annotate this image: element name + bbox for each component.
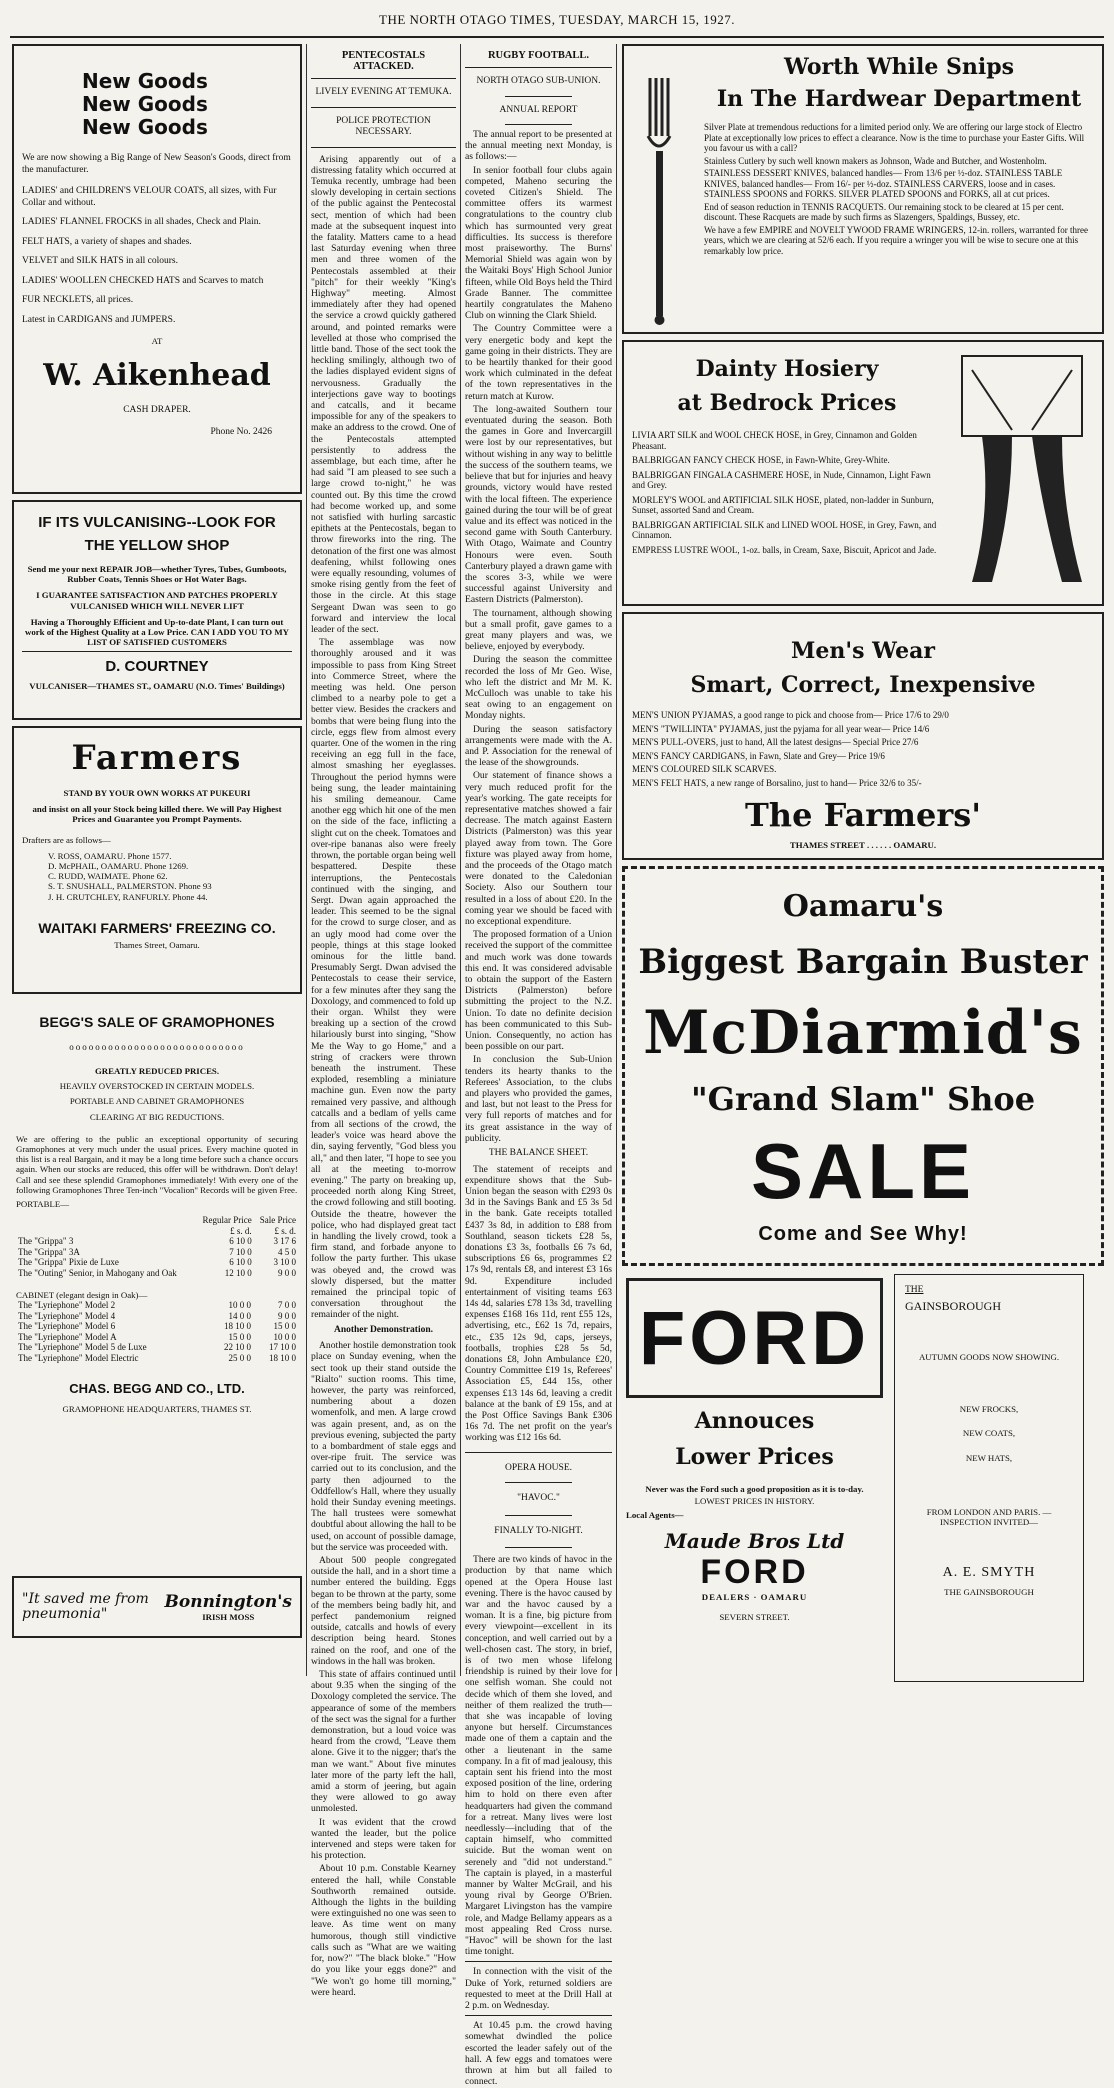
article-paragraph: In conclusion the Sub-Union tenders its hearty thanks to the Referees' Association, to the clubs and players who provided the games, and last, but not least to the Press for very full reports of matches and for its great assistance in the way of publicity. [465,1054,612,1144]
article-paragraph: The tournament, although showing but a small profit, gave games to a great many players and was, we believe, enjoyed by everybody. [465,607,612,653]
hosiery-item: BALBRIGGAN FINGALA CASHMERE HOSE, in Nude, Cinnamon, Light Fawn and Grey. [632,469,931,490]
new-goods-line: New Goods [82,92,208,116]
aikenhead-intro: We are now showing a Big Range of New Season's Goods, direct from the manufacturer. [22,153,291,175]
snips-paragraph: STAINLESS DESSERT KNIVES, balanced handles— From 13/6 per ½-doz. STAINLESS TABLE KNIVES, balanced handles— From 16/- per ½-doz. STAINLESS CARVERS, loose and in cases. STAINLESS SPOONS and FORKS. SILVER PLATED SPOONS and FORKS, all at cut prices. [704,168,1063,199]
begg-body: We are offering to the public an exceptional opportunity of securing Gramophones at very much under the usual prices. Every machine quoted in this list is a real Bargain, and it may be a long time before such a chance occurs again. When our stocks are reduced, this offer will be withdrawn. Don't delay! Call and see these splendid Gramophones immediately! With every one of the following Gramophones Three Ten-inch "Vocalion" Records will be given Free. [16,1133,298,1195]
portable-price-table [16,1215,298,1278]
aikenhead-item: VELVET and SILK HATS in all colours. [22,256,178,266]
ford-title: FORD [638,1295,871,1381]
article-paragraph: The assemblage was now thoroughly aroused and it was impossible to pass from King Street into Commerce Street, where the meeting was held. One person climbed to a nearby pole to get a better view. Besides the crackers and bombs that were being flung into the circle, eggs flew from almost every quarter. One of the women in the ring receiving an egg full in the face, almost smashing her eyeglasses. Throughout the period hymns were being sung, the leader maintaining his smiling demeanour. Came another egg which hit one of the men on the side of the face, inflicting a slight cut on the cheek. Tomatoes and over-ripe bananas also were freely thrown, the portable organ being well bespattered. Despite these interruptions, the Pentecostals continued with the singing, and Sergt. Dwan again approached the leader. This seemed to be the signal for the crowd to surge closer, and as an ugly mood had come over the people, things at this stage looked ominous for the little band. Presumably Sergt. Dwan advised the Pentecostals to cease their service, for a few minutes after they sang the Doxology, and commenced to fold up their organ. Whilst they were breaking up a section of the crowd hilariously burst into singing, "Show Me the Way to go Home," and a string of crackers were thrown beneath the instrument. These exploded, resembling a miniature machine gun. Even now the party remained very passive, and although catcalls and a bedlam of yells came from all sections of the crowd, the leader's voice was heard above the din, saying fervently, "God bless you all," and then later, "I hope to see you all at the meeting to-morrow evening." The party on breaking up, proceeded north along King Street, the crowd following and still booting. Outside the theatre, however the police, who had displayed great tact in handling the lively crowd, took a firm stand, and forbade anyone to follow the party further. This ukase was obeyed and, the crowd was slowly dispersed, but the matter remained the principal topic of conversation throughout the remainder of the night. [311,637,456,1321]
ford-ad [622,1274,887,1682]
article-subhead: Another Demonstration. [333,1324,434,1335]
mcdiarmid-sale: SALE [750,1127,976,1215]
article-subhead: LIVELY EVENING AT TEMUKA. [315,87,452,97]
begg-sub: GREATLY REDUCED PRICES. [94,1066,220,1076]
ford-dealer-line: DEALERS · OAMARU [701,1591,808,1602]
article-paragraph: Our statement of finance shows a very much reduced profit for the year's working. The gate receipts for representative matches showed a fair decrease. The match against Eastern Districts (Palmerston) was this year played away from town. The Gore fixture was played away from home, and the proceeds of the Otago match were donated to the Caledonian Society. Also our Southern tour resulted in a loss of about £20. In the coming year we should be faced with no exceptional expenditure. [465,770,612,928]
drafters-label: Drafters are as follows— [22,834,111,845]
drafter: V. ROSS, OAMARU. Phone 1577. [48,850,172,861]
farmers-company: WAITAKI FARMERS' FREEZING CO. [38,919,276,936]
bonnington-ad [12,1576,302,1638]
begg-sub: PORTABLE AND CABINET GRAMOPHONES [69,1096,245,1107]
begg-sub: HEAVILY OVERSTOCKED IN CERTAIN MODELS. [59,1081,255,1092]
gainsborough-proprietor: A. E. SMYTH [942,1565,1036,1581]
new-goods-line: New Goods [82,69,208,93]
begg-ad [12,1000,302,1576]
aikenhead-name: W. Aikenhead [43,358,271,394]
begg-address: GRAMOPHONE HEADQUARTERS, THAMES ST. [62,1404,252,1415]
article-paragraph: There are two kinds of havoc in the production by that name which opened at the Opera House last evening. There is the havoc caused by war and the havoc caused by a woman. It is a fine, big picture from every viewpoint—excellent in its conception, and well carried out by a well-chosen cast. The story, in brief, is of two men whose lifelong friendship is ruined by their love for one selfish woman. She could not decide which of them she loved, and neither of them realized the truth—that she was incapable of loving anyone but herself. Circumstances made one of them a captain and the other a lieutenant in the same company. In a fit of mad jealousy, this captain sent his friend into the most exposed position of the line, ordering him to hold on there even after headquarters had given the command for a retreat. Many lives were lost needlessly—including that of the captain himself, who committed suicide. But the woman went on serenely and "did not understand." The captain is played, in a masterful manner by Walter McGrail, and his young rival by George O'Brien. Margaret Livingston has the vampire role, and Madge Bellamy appears as a most appealing Red Cross nurse. "Havoc" will be shown for the last time tonight. [465,1554,612,1958]
snips-paragraph: We have a few EMPIRE and NOVELT YWOOD FRAME WRINGERS, 12-in. rollers, warranted for three years, which we are clearing at 52/6 each. If you require a wringer you will be wise to secure one at this remarkably low price. [704,224,1088,256]
stockings-illustration [952,350,1092,590]
article-paragraph: In senior football four clubs again competed, Maheno securing the coveted Citizen's Shield. The committee offers its warmest congratulations to the country club which has surmounted very great difficulties. Its success is therefore most praiseworthy. The Burns' Memorial Shield was again won by the Waitaki Boys' High School Junior fifteen, while Old Boys held the Third Grade Banner. The committee heartily congratulates the Maheno Club on winning the Clark Shield. [465,164,612,322]
farmers-address: Thames Street, Oamaru. [114,939,200,950]
bonnington-product: IRISH MOSS [202,1611,255,1622]
menswear-ad [622,612,1104,860]
article-subhead: THE BALANCE SHEET. [488,1148,589,1159]
snips-title: Worth While Snips [783,54,1015,80]
drafter: S. T. SNUSHALL, PALMERSTON. Phone 93 [48,881,212,892]
masthead: THE NORTH OTAGO TIMES, TUESDAY, MARCH 15, 1927. [379,12,735,27]
aikenhead-item: Latest in CARDIGANS and JUMPERS. [22,314,176,325]
courtney-address: VULCANISER—THAMES ST., OAMARU (N.O. Times' Buildings) [29,681,285,692]
ford-agents-label: Local Agents— [626,1510,684,1521]
col-units: £ s. d. [274,1225,296,1236]
menswear-item: MEN'S "TWILLINTA" PYJAMAS, just the pyjama for all year wear— Price 14/6 [632,723,930,734]
article-title: PENTECOSTALS ATTACKED. [341,50,426,72]
article-subhead: ANNUAL REPORT [499,104,578,115]
ford-dealer-logo: FORD [700,1552,809,1591]
column-rule-3 [616,44,617,1676]
menswear-title: Men's Wear [791,638,935,664]
ford-line: LOWEST PRICES IN HISTORY. [694,1496,815,1507]
aikenhead-item: FELT HATS, a variety of shapes and shades. [22,236,192,247]
aikenhead-role: CASH DRAPER. [123,405,191,416]
table-row: The "Lyriephone" Model 6 18 10 0 15 0 0 [18,1321,296,1332]
courtney-line: Having a Thoroughly Efficient and Up-to-date Plant, I can turn out work of the Highest Quality at a Low Price. CAN I ADD YOU TO MY LIST OF SATISFIED CUSTOMERS [25,616,289,648]
gainsborough-item: NEW HATS, [965,1452,1013,1463]
article-paragraph: It was evident that the crowd wanted the leader, but the police intervened and steps were taken for his protection. [311,1816,456,1862]
farmers-line: STAND BY YOUR OWN WORKS AT PUKEURI [63,788,251,798]
column-4 [622,44,1104,1678]
table-row: The "Lyriephone" Model 4 14 0 0 9 0 0 [18,1310,296,1321]
snips-paragraph: Stainless Cutlery by such well known makers as Johnson, Wade and Butcher, and Wostenholm. [704,155,1047,166]
column-2 [311,44,456,1998]
table-row: The "Grippa" 3A 7 10 0 4 5 0 [18,1246,296,1257]
masthead-rule [10,36,1104,38]
menswear-item: MEN'S FANCY CARDIGANS, in Fawn, Slate and Grey— Price 19/6 [632,750,885,761]
col-regular: Regular Price [202,1215,252,1226]
ford-sub: Lower Prices [675,1444,834,1470]
ford-street: SEVERN STREET. [719,1611,790,1622]
column-3 [465,44,612,2088]
menswear-store: The Farmers' [744,796,982,834]
column-1 [12,44,302,1678]
hosiery-item: LIVIA ART SILK and WOOL CHECK HOSE, in Grey, Cinnamon and Golden Pheasant. [632,430,917,451]
begg-company: CHAS. BEGG AND CO., LTD. [69,1381,245,1397]
article-paragraph: The statement of receipts and expenditure shows that the Sub-Union began the season with £293 0s 3d in the Savings Bank and £5 3s 5d in the bank. Gate receipts totalled £437 3s 8d, in addition to £88 from Southland, season tickets £28 5s, donations £3 3s, footballs £6 7s 6d, subscriptions £6 6s, programmes £2 17s 9d, rentals £8, and interest £3 16s 9d. Expenditure included entertainment of visiting teams £63 14s 4d, salaries £78 13s 3d, travelling expenses £168 16s 11d, rent £55 12s, advertising, etc., £62 1s 7d, repairs, etc., £35 12s 9d, caps, jerseys, footballs, trophies £28 5s 5d, donations £8, John Ambulance £20, Country Committee £19 1s, Referees' Association £5, £44 15s, other expenses £13 14s 6d, leaving a credit balance at the bank of £9 15s, and at the Post Office Savings Bank £306 16s 7d. The net profit on the year's working was £12 16s 6d. [465,1163,612,1444]
hosiery-item: BALBRIGGAN ARTIFICIAL SILK and LINED WOOL HOSE, in Grey, Fawn, and Cinnamon. [632,519,937,540]
bonnington-brand: Bonnington's [164,1591,292,1612]
menswear-address: THAMES STREET . . . . . . OAMARU. [789,840,937,850]
courtney-line: I GUARANTEE SATISFACTION AND PATCHES PROPERLY VULCANISED WHICH WILL NEVER LIFT [36,590,278,611]
mcdiarmid-name: McDiarmid's [643,998,1083,1068]
gainsborough-line: AUTUMN GOODS NOW SHOWING. [918,1352,1060,1362]
mcdiarmid-ad [622,866,1104,1266]
ford-line: Never was the Ford such a good proposition as it is to-day. [645,1484,864,1494]
courtney-headline: IF ITS VULCANISING--LOOK FOR [38,514,276,531]
article-paragraph: Arising apparently out of a distressing fatality which occurred at Temuka recently, umbrage had been slowly developing in certain sections of the public against the Pentecostal sect, mention of which had been made at the subsequent inquest into the fatality. Matters came to a head last Saturday evening when three men and three women of the Pentecostals assembled at their "pitch" for their weekly "King's Highway" meeting. Almost immediately after they had opened the service a crowd quickly gathered around, and pointed remarks were levelled at those who comprised the little band. Those of the sect took the heckling smilingly, although two of the ladies displayed evident signs of nervousness. Gradually the interjections gave way to bootings and catcalls, and it became impossible for any of the speakers to make an address to the crowd. One of the Pentecostals attempted persistently to address the assemblage, but each time, after he had said "I am pleased to see such a large crowd to-night," he was counted out. By this time the crowd had become worked up, and some not satisfied with hurling sarcastic epithets at the Pentecostals, began to throw fireworks into the ring. The detonation of the first one was almost deafening, whilst following ones were equally resounding, volumes of smoke rising gently from the feet of those in the circle. At this stage Sergeant Dwan was seen to go forward and interview the local leader of the sect. [311,153,456,636]
portable-label: PORTABLE— [16,1199,70,1210]
gainsborough-name: GAINSBOROUGH [905,1298,1002,1313]
menswear-item: MEN'S COLOURED SILK SCARVES. [632,764,777,774]
farmers-line: and insist on all your Stock being killed there. We will Pay Highest Prices and Guarantee you Prompt Payments. [32,804,282,825]
gainsborough-the: THE [905,1285,924,1295]
hardware-snips-ad [622,44,1104,334]
table-row: The "Grippa" Pixie de Luxe 6 10 0 3 10 0 [18,1257,296,1268]
aikenhead-ad [12,44,302,494]
hosiery-title: Dainty Hosiery [695,356,879,382]
article-subhead: "HAVOC." [517,1493,560,1504]
article-paragraph: About 10 p.m. Constable Kearney entered the hall, while Constable Southworth remained outside. Although the lights in the building were extinguished no one was seen to leave. As time went on many humorous, though still vindictive calls such as "What are we waiting for, now?" "The black bloke." "How do you like your eggs done?" and "We won't go home till morning," were heard. [311,1863,456,1998]
aikenhead-item: FUR NECKLETS, all prices. [22,295,134,305]
article-paragraph: The annual report to be presented at the annual meeting next Monday, is as follows:— [465,129,612,163]
column-rule-2 [460,44,461,1676]
gainsborough-item: NEW COATS, [962,1428,1016,1439]
mcdiarmid-line: Come and See Why! [758,1223,968,1245]
menswear-title: Smart, Correct, Inexpensive [690,672,1036,698]
hosiery-item: BALBRIGGAN FANCY CHECK HOSE, in Fawn-White, Grey-White. [632,455,890,465]
gainsborough-ad [894,1274,1084,1682]
table-row: The "Lyriephone" Model 2 10 0 0 7 0 0 [18,1300,296,1311]
aikenhead-item: LADIES' WOOLLEN CHECKED HATS and Scarves to match [22,275,264,286]
gainsborough-line: FROM LONDON AND PARIS. —INSPECTION INVITED— [926,1506,1052,1528]
courtney-line: Send me your next REPAIR JOB—whether Tyres, Tubes, Gumboots, Rubber Coats, Tennis Shoes or Hot Water Bags. [27,564,287,585]
mcdiarmid-line: Oamaru's [782,889,944,924]
begg-sub: CLEARING AT BIG REDUCTIONS. [89,1111,225,1122]
aikenhead-at: AT [151,336,163,346]
hosiery-ad [622,340,1104,606]
menswear-item: MEN'S FELT HATS, a new range of Borsalino, just to hand— Price 32/6 to 35/- [632,777,922,788]
article-title: RUGBY FOOTBALL. [487,50,590,61]
article-paragraph: The long-awaited Southern tour eventuated during the season. Both the games in Gore and Invercargill were lost by our representatives, but without wishing in any way to belittle the success of the southern teams, we believe that but for injuries and heavy grounds, victory would have rested with the local fifteen. The experience gained during the tour will be of great value and its effect was noticed in the second game with South Canterbury. With Otago, Waimate and Country Honours were even. South Canterbury played a drawn game with the scores 3-3, while we were successful against University and Eastern Districts (Palmerston). [465,403,612,606]
aikenhead-item: LADIES' FLANNEL FROCKS in all shades, Check and Plain. [22,217,261,227]
table-row: The "Outing" Senior, in Mahogany and Oak 12 10 0 9 0 0 [18,1267,296,1278]
menswear-item: MEN'S PULL-OVERS, just to hand, All the latest designs— Special Price 27/6 [632,737,919,747]
gainsborough-item: NEW FROCKS, [959,1404,1019,1415]
ford-sub: Annouces [694,1408,815,1434]
drafter: C. RUDD, WAIMATE. Phone 62. [48,871,168,882]
snips-paragraph: End of season reduction in TENNIS RACQUETS. Our remaining stock to be cleared at 15 per cent. discount. These Racquets are made by such firms as Slazengers, Spaldings, Bussey, etc. [704,201,1064,222]
ornament: ooooooooooooooooooooooooooo [69,1042,245,1052]
aikenhead-phone: Phone No. 2426 [210,426,272,437]
article-subhead: FINALLY TO-NIGHT. [494,1525,583,1536]
aikenhead-item: LADIES' and CHILDREN'S VELOUR COATS, all sizes, with Fur Collar and without. [22,186,277,208]
article-title: OPERA HOUSE. [504,1462,573,1473]
farmers-title: Farmers [71,738,243,778]
column-rule-1 [306,44,307,1676]
farmers-freezing-ad [12,726,302,994]
col-sale: Sale Price [259,1215,296,1226]
table-row: The "Lyriephone" Model A 15 0 0 10 0 0 [18,1331,296,1342]
ford-dealer-script: Maude Bros Ltd [664,1528,845,1553]
col-units: £ s. d. [230,1225,252,1236]
drafter: D. McPHAIL, OAMARU. Phone 1269. [48,861,189,872]
article-paragraph: About 500 people congregated outside the hall, and in a short time a number entered the building. Eggs began to be thrown at the party, some of the members being badly hit, and perfect pandemonium reigned outside, catcalls and howls of every description being heard. Stones rained on the roof, and one of the windows in the hall was broken. [311,1554,456,1667]
mcdiarmid-line: Biggest Bargain Buster [638,942,1088,982]
hosiery-title: at Bedrock Prices [677,390,897,416]
article-paragraph: Another hostile demonstration took place on Sunday evening, when the sect took up their stand outside the "Rialto" suction rooms. This time, however, the party was reinforced, numbering about a dozen womenfolk, and men. A large crowd was again present, and, as on the previous evening, subjected the party to a bombardment of stale eggs and over-ripe fruit. The service was carried out to its conclusion, and the party then adjourned to the Oddfellow's Hall, where they usually hold their Sunday evening meetings. The hall trustees were somewhat doubtful about allowing the hall to be used, on account of possible damage, but the service was proceeded with. [311,1340,456,1553]
snips-paragraph: Silver Plate at tremendous reductions for a limited period only. We are offering our large stock of Electro Plate at exceptionally low prices to effect a clearance. Now is the time to purchase your Easter Gifts. Will you favour us with a call? [704,122,1085,153]
menswear-item: MEN'S UNION PYJAMAS, a good range to pick and choose from— Price 17/6 to 29/0 [632,710,949,720]
article-paragraph: This state of affairs continued until about 9.35 when the singing of the Doxology completed the service. The appearance of some of the members of the sect was the signal for a further demonstration, but a loud voice was heard from the crowd, "Leave them alone. Give it to the nigger; that's the man we want." About five minutes later more of the party left the hall, amid a storm of jeering, but again they were allowed to go away unmolested. [311,1669,456,1815]
cabinet-label: CABINET (elegant design in Oak)— [16,1290,148,1301]
courtney-name: D. COURTNEY [105,658,209,676]
article-subhead: POLICE PROTECTION NECESSARY. [336,115,431,137]
ford-logo-box [626,1278,883,1398]
snips-title: In The Hardwear Department [716,86,1082,112]
fork-illustration [644,76,678,326]
gainsborough-footer: THE GAINSBOROUGH [944,1587,1034,1598]
article-paragraph: During the season the committee recorded the loss of Mr Geo. Wise, who left the district and Mr M. K. McCulloch was unable to take his seat owing to an engagement on Monday nights. [465,654,612,722]
courtney-ad [12,500,302,720]
drafter: J. H. CRUTCHLEY, RANFURLY. Phone 44. [48,891,208,902]
table-row: The "Lyriephone" Model Electric 25 0 0 18 10 0 [18,1352,296,1363]
mcdiarmid-line: "Grand Slam" Shoe [690,1080,1036,1118]
hosiery-item: EMPRESS LUSTRE WOOL, 1-oz. balls, in Cream, Saxe, Biscuit, Apricot and Jade. [632,544,937,555]
table-row: The "Grippa" 3 6 10 0 3 17 6 [18,1236,296,1247]
table-row: The "Lyriephone" Model 5 de Luxe 22 10 0 17 10 0 [18,1342,296,1353]
new-goods-line: New Goods [82,115,208,139]
article-paragraph: In connection with the visit of the Duke of York, returned soldiers are requested to meet at the Drill Hall at 2 p.m. on Wednesday. [465,1966,612,2012]
article-paragraph: During the season satisfactory arrangements were made with the A. and P. Association for the renewal of the lease of the showgrounds. [465,723,612,769]
cabinet-price-table [16,1300,298,1363]
courtney-headline: THE YELLOW SHOP [84,537,230,554]
bonnington-script: "It saved me from pneumonia" [22,1591,149,1622]
article-paragraph: The proposed formation of a Union received the support of the committee and much work was done towards this end. It was considered advisable to obtain the support of the Eastern Districts (Palmerston) before submitting the project to the N.Z. Union. To date no definite decision has been communicated to this Sub-Union. Consequently, no action has been possible on our part. [465,929,612,1053]
article-paragraph: The Country Committee were a very energetic body and kept the game going in their districts. They are to be heartily thanked for their good work which culminated in the defeat of the town representatives in the return match at Kurow. [465,323,612,402]
article-paragraph: At 10.45 p.m. the crowd having somewhat dwindled the police escorted the leader safely out of the hall. A few eggs and tomatoes were thrown at him but all failed to connect. [465,2020,612,2088]
article-subhead: NORTH OTAGO SUB-UNION. [476,76,601,86]
hosiery-item: MORLEY'S WOOL and ARTIFICIAL SILK HOSE, plated, non-ladder in Sunburn, Sunset, assorted Sand and Cream. [632,494,934,515]
begg-title: BEGG'S SALE OF GRAMOPHONES [39,1014,275,1030]
